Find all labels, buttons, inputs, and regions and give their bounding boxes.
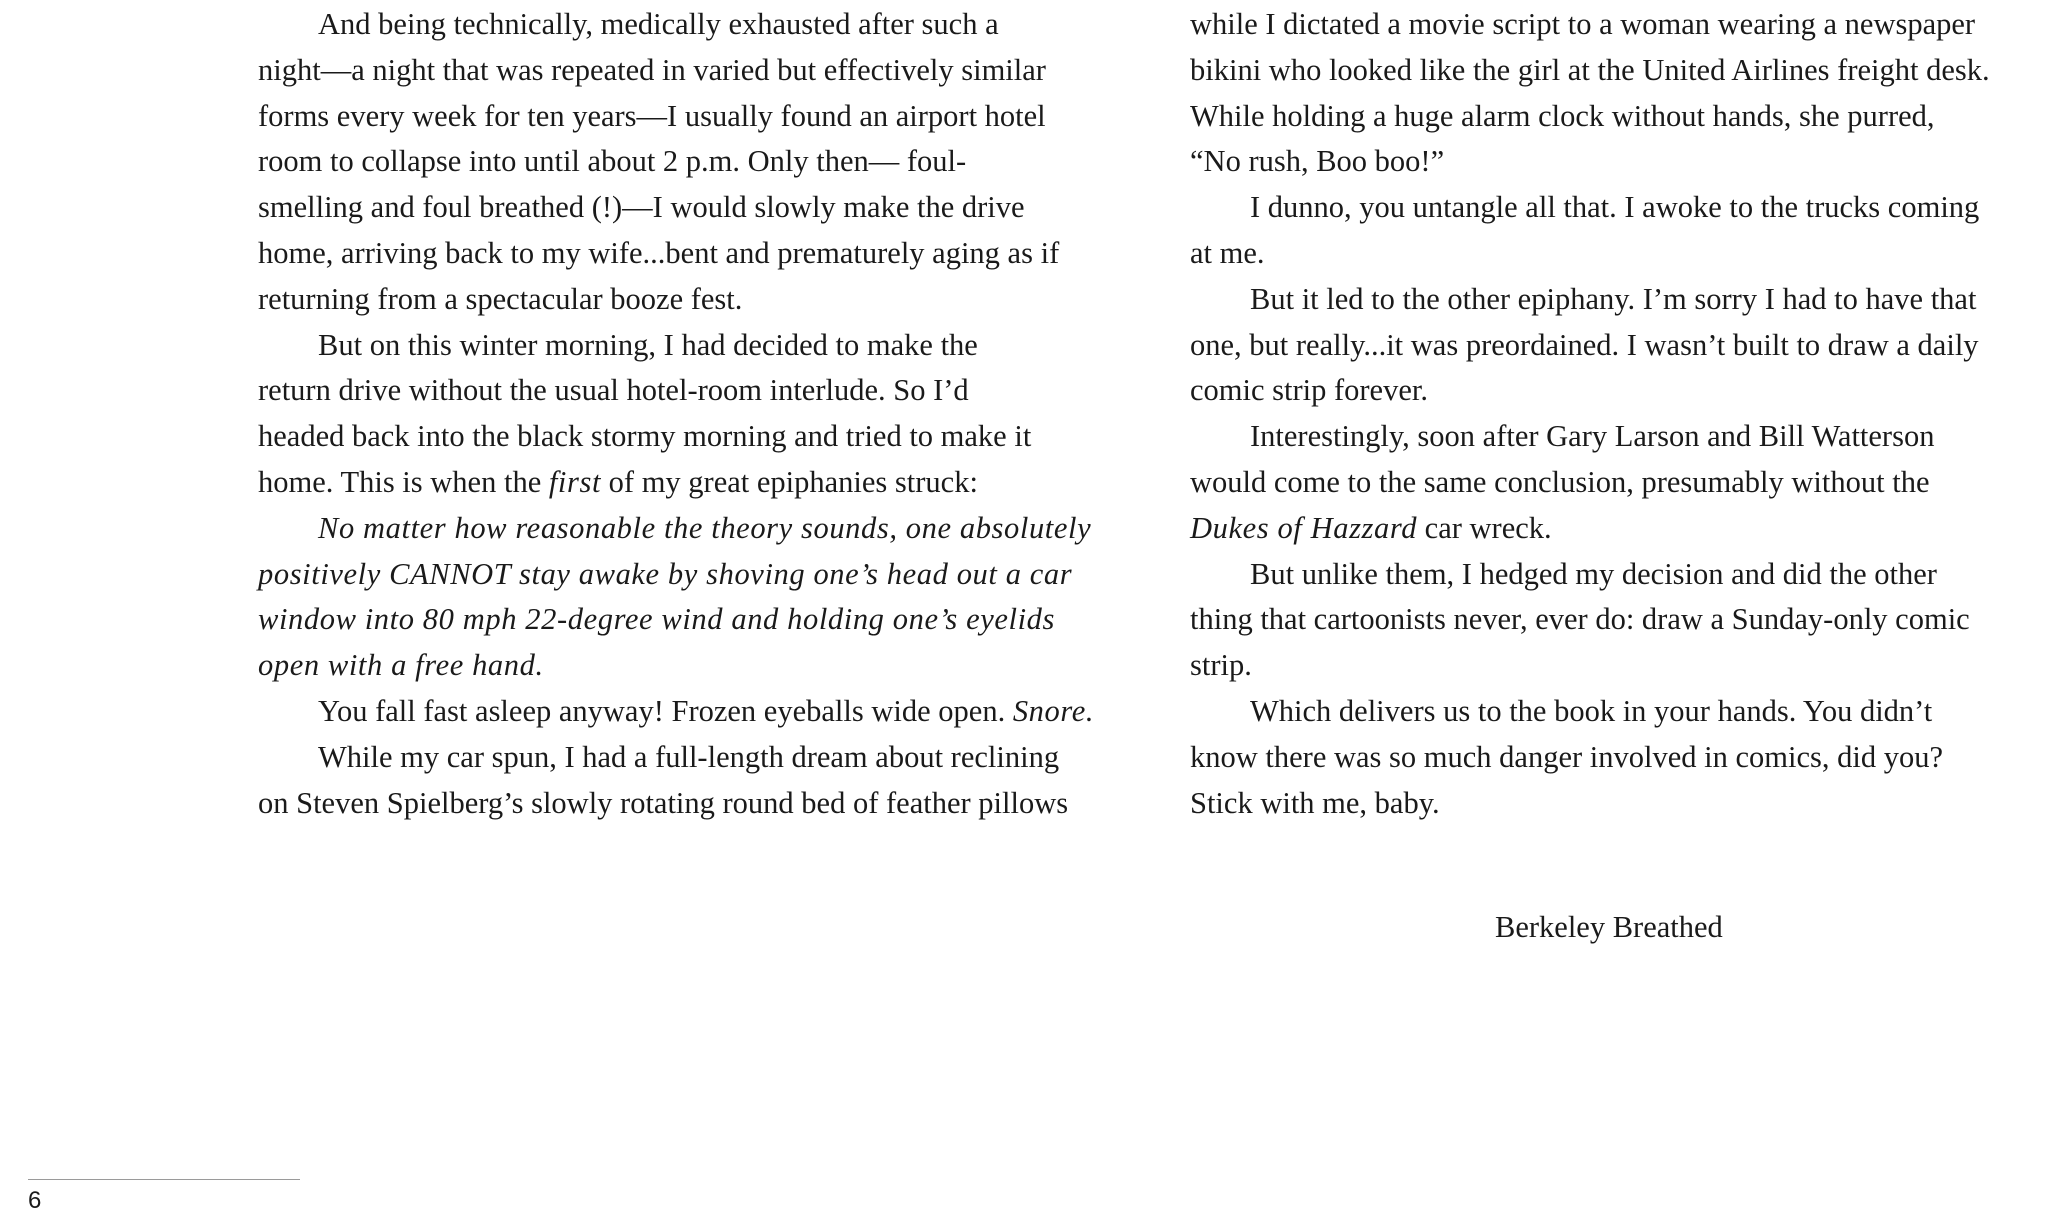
left-text-column [258, 2, 1106, 826]
text-line: Interestingly, soon after Gary Larson and Bill Watterson [1250, 419, 1935, 454]
text-line: Which delivers us to the book in your hands. You didn’t [1250, 693, 1933, 728]
paragraph [1190, 185, 2042, 277]
text-line: But unlike them, I hedged my decision and did the other [1250, 556, 1937, 591]
emphasis-text: first [548, 464, 602, 499]
text-line: headed back into the black stormy morning and tried to make it [258, 419, 1032, 454]
text-line: on Steven Spielberg’s slowly rotating round bed of feather pillows [258, 785, 1069, 820]
text-line: know there was so much danger involved in comics, did you? [1190, 739, 1944, 774]
text-line: one, but really...it was preordained. I wasn’t built to draw a daily [1190, 327, 1979, 362]
right-text-column [1190, 2, 2042, 826]
author-signature: Berkeley Breathed [1495, 910, 1723, 944]
text-line [258, 689, 1106, 735]
paragraph [1190, 414, 2042, 551]
text-line: Stick with me, baby. [1190, 785, 1440, 820]
paragraph [258, 689, 1106, 735]
text-line: home, arriving back to my wife...bent and prematurely aging as if [258, 235, 1060, 270]
text-line: positively CANNOT stay awake by shoving one’s head out a car [258, 556, 1073, 591]
text-line: While my car spun, I had a full-length dream about reclining [318, 739, 1060, 774]
text-line: forms every week for ten years—I usually found an airport hotel [258, 98, 1046, 133]
text-line: while I dictated a movie script to a woman wearing a newspaper [1190, 7, 1976, 41]
text-line: open with a free hand. [258, 648, 544, 683]
text-line: return drive without the usual hotel-room interlude. So I’d [258, 373, 969, 408]
paragraph [1190, 552, 2042, 689]
page-number: 6 [28, 1187, 42, 1214]
emphasis-text: Dukes of Hazzard [1190, 510, 1418, 545]
text-line: While holding a huge alarm clock without hands, she purred, [1190, 98, 1935, 133]
italic-paragraph [258, 506, 1106, 689]
text-line: at me. [1190, 235, 1265, 270]
text-line: room to collapse into until about 2 p.m. Only then— foul- [258, 144, 967, 179]
text-line: window into 80 mph 22-degree wind and holding one’s eyelids [258, 602, 1055, 637]
text-run: of my great epiphanies struck: [601, 464, 978, 499]
text-line: “No rush, Boo boo!” [1190, 144, 1445, 179]
text-line: But it led to the other epiphany. I’m sorry I had to have that [1250, 281, 1977, 316]
text-line: thing that cartoonists never, ever do: draw a Sunday-only comic [1190, 602, 1970, 637]
text-line: comic strip forever. [1190, 373, 1428, 408]
paragraph [258, 323, 1106, 506]
text-run: car wreck. [1417, 510, 1552, 545]
text-line: But on this winter morning, I had decided to make the [318, 327, 978, 362]
text-line: bikini who looked like the girl at the United Airlines freight desk. [1190, 52, 1990, 87]
text-line: smelling and foul breathed (!)—I would slowly make the drive [258, 190, 1025, 225]
emphasis-text: Snore. [1012, 693, 1095, 728]
paragraph [258, 2, 1106, 323]
text-run: home. This is when the [258, 464, 549, 499]
text-line [258, 460, 1106, 506]
paragraph [1190, 277, 2042, 414]
folio-rule [28, 1179, 300, 1180]
paragraph [258, 735, 1106, 827]
text-line [1190, 506, 2042, 552]
text-line: would come to the same conclusion, presumably without the [1190, 464, 1930, 499]
text-line: night—a night that was repeated in varied but effectively similar [258, 52, 1046, 87]
text-line: strip. [1190, 648, 1252, 683]
text-run: You fall fast asleep anyway! Frozen eyeballs wide open. [318, 693, 1013, 728]
text-line: I dunno, you untangle all that. I awoke to the trucks coming [1250, 190, 1980, 225]
text-line: And being technically, medically exhausted after such a [318, 7, 999, 41]
text-line: returning from a spectacular booze fest. [258, 281, 743, 316]
paragraph [1190, 689, 2042, 826]
paragraph [1190, 2, 2042, 185]
text-line: No matter how reasonable the theory sounds, one absolutely [318, 510, 1092, 545]
